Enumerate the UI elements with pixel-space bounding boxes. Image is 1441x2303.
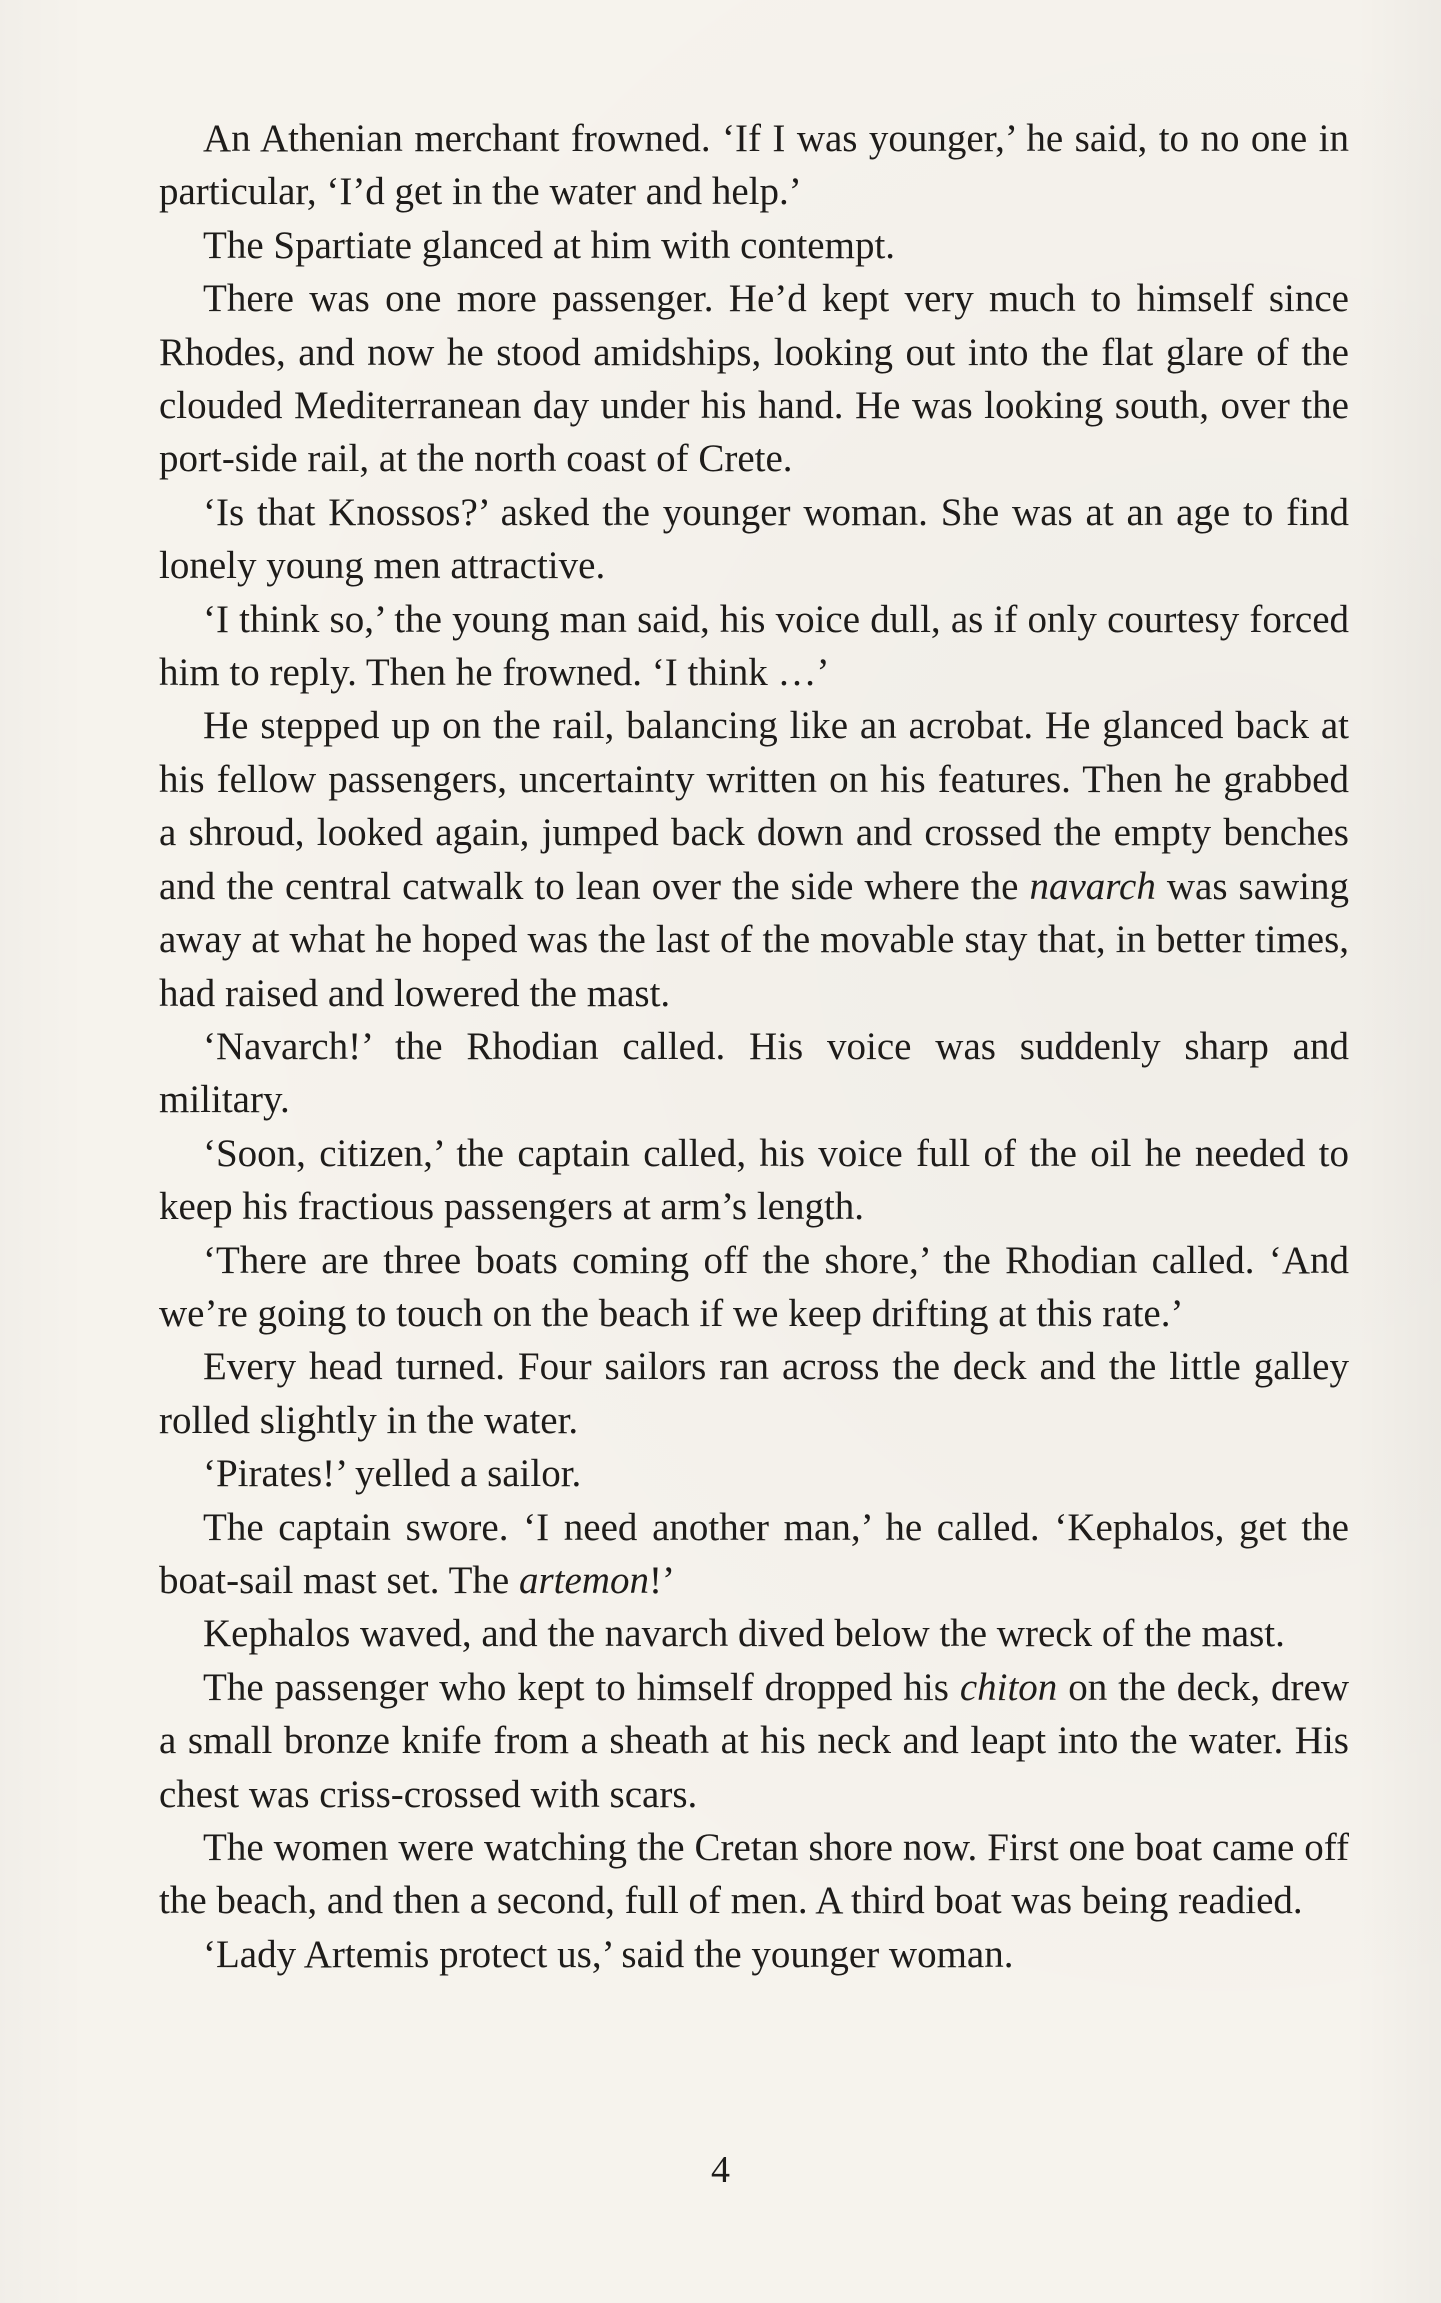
paragraph <box>159 1928 1349 1981</box>
paragraph <box>159 1340 1349 1447</box>
paragraph <box>159 272 1349 486</box>
text-run: ‘I think so,’ the young man said, his voice dull, as if only courtesy forced him to reply. Then he frowned. ‘I think …’ <box>159 597 1349 695</box>
body-text <box>159 112 1349 1981</box>
paragraph <box>159 1020 1349 1127</box>
italic-term: chiton <box>959 1665 1058 1709</box>
paragraph <box>159 1234 1349 1341</box>
paragraph <box>159 1127 1349 1234</box>
paragraph <box>159 219 1349 272</box>
text-run: ‘Is that Knossos?’ asked the younger woman. She was at an age to find lonely young men attractive. <box>159 490 1349 588</box>
text-run: An Athenian merchant frowned. ‘If I was younger,’ he said, to no one in particular, ‘I’d get in the water and help.’ <box>159 117 1349 214</box>
text-run: The Spartiate glanced at him with contempt. <box>203 223 896 267</box>
text-run: He stepped up on the rail, balancing like an acrobat. He glanced back at his fellow passengers, uncertainty written on his features. Then he grabbed a shroud, looked again, jumped back down and crossed the empty benches and the central catwalk to lean over the side where the <box>159 704 1349 908</box>
text-run: The passenger who kept to himself dropped his <box>203 1665 960 1709</box>
text-run: !’ <box>648 1558 675 1602</box>
italic-term: navarch <box>1029 864 1156 908</box>
text-run: ‘Lady Artemis protect us,’ said the younger woman. <box>203 1932 1014 1976</box>
text-run: was sawing away at what he hoped was the last of the movable stay that, in better times, had raised and lowered the mast. <box>159 864 1349 1015</box>
paragraph <box>159 699 1349 1019</box>
text-run: ‘Pirates!’ yelled a sailor. <box>203 1452 582 1496</box>
italic-term: artemon <box>518 1558 649 1602</box>
text-run: ‘Soon, citizen,’ the captain called, his voice full of the oil he needed to keep his fractious passengers at arm’s length. <box>159 1131 1349 1229</box>
text-run: Kephalos waved, and the navarch dived below the wreck of the mast. <box>203 1612 1285 1656</box>
text-run: ‘Navarch!’ the Rhodian called. His voice was suddenly sharp and military. <box>159 1024 1349 1122</box>
text-run: There was one more passenger. He’d kept very much to himself since Rhodes, and now he stood amidships, looking out into the flat glare of the clouded Mediterranean day under his hand. He was looking south, over the port-side rail, at the north coast of Crete. <box>159 277 1349 481</box>
paragraph <box>159 112 1349 219</box>
text-run: ‘There are three boats coming off the shore,’ the Rhodian called. ‘And we’re going to touch on the beach if we keep drifting at this rate.’ <box>159 1238 1349 1335</box>
paragraph <box>159 1607 1349 1660</box>
paragraph <box>159 1821 1349 1928</box>
text-run: The women were watching the Cretan shore now. First one boat came off the beach, and then a second, full of men. A third boat was being readied. <box>159 1826 1349 1923</box>
text-run: on the deck, drew a small bronze knife from a sheath at his neck and leapt into the water. His chest was criss-crossed with scars. <box>159 1665 1350 1816</box>
page-number: 4 <box>711 2149 730 2191</box>
paragraph <box>159 1661 1349 1821</box>
paragraph <box>159 593 1349 700</box>
paragraph <box>159 1447 1349 1500</box>
paragraph <box>159 486 1349 593</box>
text-run: The captain swore. ‘I need another man,’ he called. ‘Kephalos, get the boat-sail mast set. The <box>159 1505 1349 1602</box>
text-run: Every head turned. Four sailors ran across the deck and the little galley rolled slightly in the water. <box>159 1345 1349 1442</box>
paragraph <box>159 1501 1349 1608</box>
